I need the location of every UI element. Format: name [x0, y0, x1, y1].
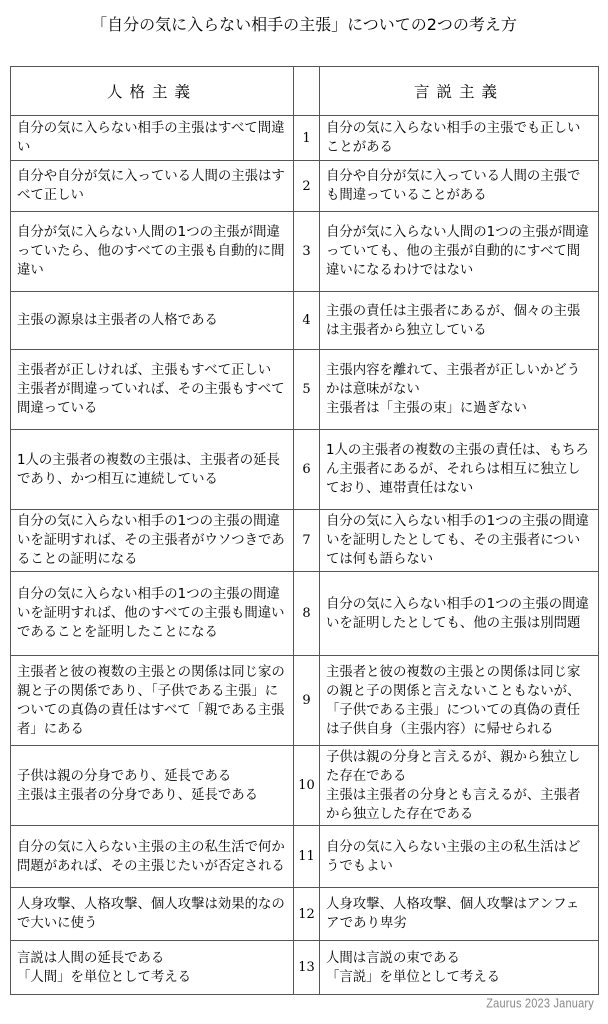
table-row — [11, 292, 599, 350]
table-row — [11, 161, 599, 212]
left-cell: 自分の気に入らない相手の主張はすべて間違い — [11, 116, 294, 161]
row-number: 6 — [294, 430, 320, 510]
left-cell: 1人の主張者の複数の主張は、主張者の延長であり、かつ相互に連続している — [11, 430, 294, 510]
right-cell: 自分の気に入らない相手の主張でも正しいことがある — [320, 116, 599, 161]
right-cell: 自分が気に入らない人間の1つの主張が間違っていても、他の主張が自動的にすべて間違いになるわけではない — [320, 212, 599, 292]
row-number: 8 — [294, 572, 320, 656]
table-row — [11, 888, 599, 941]
table-row — [11, 430, 599, 510]
right-cell: 自分の気に入らない主張の主の私生活はどうでもよい — [320, 826, 599, 888]
row-number: 1 — [294, 116, 320, 161]
row-number: 7 — [294, 510, 320, 572]
table-row — [11, 116, 599, 161]
left-cell: 人身攻撃、人格攻撃、個人攻撃は効果的なので大いに使う — [11, 888, 294, 941]
right-cell: 自分や自分が気に入っている人間の主張でも間違っていることがある — [320, 161, 599, 212]
table-row — [11, 510, 599, 572]
table-row — [11, 656, 599, 746]
comparison-table — [10, 66, 599, 995]
left-cell: 自分や自分が気に入っている人間の主張はすべて正しい — [11, 161, 294, 212]
table-header-row — [11, 67, 599, 116]
author-signature: Zaurus 2023 January — [486, 997, 594, 1011]
left-cell: 自分の気に入らない相手の1つの主張の間違いを証明すれば、その主張者がウソつきであることの証明になる — [11, 510, 294, 572]
row-number: 11 — [294, 826, 320, 888]
row-number: 12 — [294, 888, 320, 941]
left-cell: 自分が気に入らない人間の1つの主張が間違っていたら、他のすべての主張も自動的に間違い — [11, 212, 294, 292]
left-cell: 自分の気に入らない主張の主の私生活で何か問題があれば、その主張じたいが否定される — [11, 826, 294, 888]
right-cell: 子供は親の分身と言えるが、親から独立した存在である 主張は主張者の分身とも言えるが、主張者から独立した存在である — [320, 746, 599, 826]
left-cell: 主張者が正しければ、主張もすべて正しい 主張者が間違っていれば、その主張もすべて間違っている — [11, 350, 294, 430]
table-row — [11, 350, 599, 430]
header-discoursism: 言説主義 — [320, 67, 599, 116]
table-row — [11, 941, 599, 995]
right-cell: 自分の気に入らない相手の1つの主張の間違いを証明したとしても、他の主張は別問題 — [320, 572, 599, 656]
table-row — [11, 826, 599, 888]
header-number-column — [294, 67, 320, 116]
row-number: 3 — [294, 212, 320, 292]
header-personalism: 人格主義 — [11, 67, 294, 116]
right-cell: 主張者と彼の複数の主張との関係は同じ家の親と子の関係と言えないこともないが、「子供である主張」についての真偽の責任は子供自身（主張内容）に帰せられる — [320, 656, 599, 746]
left-cell: 言説は人間の延長である 「人間」を単位として考える — [11, 941, 294, 995]
right-cell: 人間は言説の束である 「言説」を単位として考える — [320, 941, 599, 995]
left-cell: 自分の気に入らない相手の1つの主張の間違いを証明すれば、他のすべての主張も間違いであることを証明したことになる — [11, 572, 294, 656]
right-cell: 人身攻撃、人格攻撃、個人攻撃はアンフェアであり卑劣 — [320, 888, 599, 941]
page-title: 「自分の気に入らない相手の主張」についての2つの考え方 — [91, 15, 517, 34]
left-cell: 主張者と彼の複数の主張との関係は同じ家の親と子の関係であり、「子供である主張」についての真偽の責任はすべて「親である主張者」にある — [11, 656, 294, 746]
row-number: 5 — [294, 350, 320, 430]
table-row — [11, 746, 599, 826]
row-number: 2 — [294, 161, 320, 212]
right-cell: 自分の気に入らない相手の1つの主張の間違いを証明したとしても、その主張者については何も語らない — [320, 510, 599, 572]
right-cell: 1人の主張者の複数の主張の責任は、もちろん主張者にあるが、それらは相互に独立しており、連帯責任はない — [320, 430, 599, 510]
row-number: 9 — [294, 656, 320, 746]
left-cell: 主張の源泉は主張者の人格である — [11, 292, 294, 350]
row-number: 13 — [294, 941, 320, 995]
left-cell: 子供は親の分身であり、延長である 主張は主張者の分身であり、延長である — [11, 746, 294, 826]
row-number: 4 — [294, 292, 320, 350]
table-row — [11, 212, 599, 292]
right-cell: 主張内容を離れて、主張者が正しいかどうかは意味がない 主張者は「主張の束」に過ぎない — [320, 350, 599, 430]
row-number: 10 — [294, 746, 320, 826]
table-row — [11, 572, 599, 656]
right-cell: 主張の責任は主張者にあるが、個々の主張は主張者から独立している — [320, 292, 599, 350]
